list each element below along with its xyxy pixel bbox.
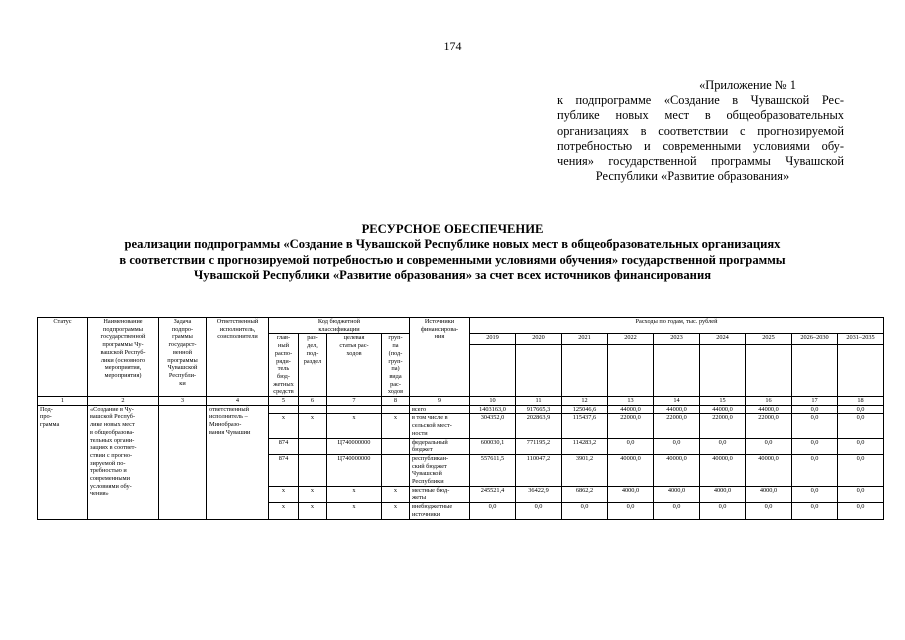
value-cell: 0,0 [562,503,608,519]
value-cell: 917665,3 [516,405,562,414]
column-number: 13 [608,397,654,406]
header-year-filler [562,345,608,397]
heading-line: в соответствии с прогнозируемой потребностью и современными условиями обучения» государственной программы [119,252,786,267]
header-name: Наименование подпрограммы государственной программы Чу- вашской Респуб- лики (основного мероприятия, мероприятия) [88,318,159,397]
value-cell: 22000,0 [654,414,700,438]
subprogram-name-cell: «Создание в Чу- вашской Респуб- лике новых мест в общеобразова- тельных органи- зациях в соответ- ствии с прогно- зируемой по- требностью и современными условиями обу- чения» [88,405,159,519]
executor-cell: ответственный исполнитель – Минобразо- вания Чувашии [207,405,269,519]
source-cell: республикан- ский бюджет Чувашской Республики [410,454,470,486]
appendix-line: публике новых мест в общеобразовательных [557,108,844,123]
column-number: 15 [700,397,746,406]
code-razdel [299,405,327,414]
header-year: 2031–2035 [838,334,884,345]
code-razdel [299,454,327,486]
resource-table [37,317,884,520]
value-cell: 6862,2 [562,486,608,502]
value-cell: 115437,6 [562,414,608,438]
source-cell: в том числе в сельской мест- ности [410,414,470,438]
code-group [382,438,410,454]
appendix-line: потребностью и современными условиями обу- [557,138,844,153]
header-sources: Источники финансирова- ния [410,318,470,397]
code-target: x [327,486,382,502]
task-cell [159,405,207,519]
column-number: 3 [159,397,207,406]
column-number: 6 [299,397,327,406]
value-cell: 0,0 [700,503,746,519]
header-year: 2022 [608,334,654,345]
code-target: x [327,503,382,519]
code-target: x [327,414,382,438]
header-year: 2021 [562,334,608,345]
value-cell: 4000,0 [608,486,654,502]
code-razdel: x [299,486,327,502]
appendix-line: организациях в соответствии с прогнозируемой [557,123,844,138]
column-number: 14 [654,397,700,406]
code-glavny: 874 [269,438,299,454]
page-number: 174 [443,39,462,53]
column-number: 9 [410,397,470,406]
column-number: 11 [516,397,562,406]
value-cell: 40000,0 [700,454,746,486]
header-year: 2026–2030 [792,334,838,345]
code-group: x [382,414,410,438]
code-group [382,405,410,414]
code-group [382,454,410,486]
value-cell: 0,0 [792,438,838,454]
column-number: 12 [562,397,608,406]
header-year-filler [608,345,654,397]
value-cell: 22000,0 [700,414,746,438]
value-cell: 0,0 [838,503,884,519]
value-cell: 0,0 [838,405,884,414]
header-year-filler [654,345,700,397]
value-cell: 40000,0 [746,454,792,486]
column-number: 8 [382,397,410,406]
header-year: 2025 [746,334,792,345]
document-heading [0,222,905,284]
value-cell: 40000,0 [608,454,654,486]
value-cell: 4000,0 [746,486,792,502]
header-year-filler [470,345,516,397]
value-cell: 110047,2 [516,454,562,486]
header-year-filler [792,345,838,397]
status-cell: Под- про- грамма [38,405,88,519]
value-cell: 304352,0 [470,414,516,438]
header-executor: Ответственный исполнитель, соисполнители [207,318,269,397]
value-cell: 0,0 [792,405,838,414]
code-glavny: x [269,486,299,502]
header-year-filler [516,345,562,397]
value-cell: 0,0 [746,438,792,454]
header-expenses: Расходы по годам, тыс. рублей [470,318,884,334]
header-expense-group: груп- па (под- груп- па) вида рас- ходов [382,334,410,397]
column-number: 16 [746,397,792,406]
value-cell: 4000,0 [654,486,700,502]
column-number: 1 [38,397,88,406]
header-target-article: целевая статья рас- ходов [327,334,382,397]
header-status: Статус [38,318,88,397]
code-razdel [299,438,327,454]
column-number: 18 [838,397,884,406]
header-budget-code: Код бюджетной классификации [269,318,410,334]
value-cell: 0,0 [838,414,884,438]
value-cell: 36422,9 [516,486,562,502]
header-razdel: раз- дел, под- раздел [299,334,327,397]
header-year: 2020 [516,334,562,345]
code-group: x [382,486,410,502]
value-cell: 22000,0 [746,414,792,438]
value-cell: 0,0 [792,414,838,438]
appendix-last-line: Республики «Развитие образования» [595,169,790,184]
value-cell: 0,0 [608,503,654,519]
value-cell: 0,0 [470,503,516,519]
value-cell: 0,0 [746,503,792,519]
column-number-row [38,397,884,406]
value-cell: 0,0 [654,503,700,519]
value-cell: 771195,2 [516,438,562,454]
value-cell: 0,0 [516,503,562,519]
value-cell: 600030,1 [470,438,516,454]
value-cell: 0,0 [792,486,838,502]
appendix-block [557,78,844,184]
value-cell: 22000,0 [608,414,654,438]
column-number: 4 [207,397,269,406]
value-cell: 44000,0 [746,405,792,414]
heading-title: РЕСУРСНОЕ ОБЕСПЕЧЕНИЕ [361,222,544,236]
column-number: 5 [269,397,299,406]
code-target [327,405,382,414]
header-row [38,318,884,334]
code-glavny [269,405,299,414]
table-row [38,405,884,414]
value-cell: 0,0 [792,454,838,486]
header-year-filler [700,345,746,397]
header-year: 2024 [700,334,746,345]
appendix-text [557,93,844,169]
value-cell: 44000,0 [700,405,746,414]
column-number: 7 [327,397,382,406]
value-cell: 4000,0 [700,486,746,502]
code-glavny: x [269,503,299,519]
header-task: Задача подпро- граммы государст- венной программы Чувашской Республи- ки [159,318,207,397]
value-cell: 1403163,0 [470,405,516,414]
code-target: Ц740000000 [327,454,382,486]
header-year-filler [746,345,792,397]
value-cell: 44000,0 [608,405,654,414]
source-cell: всего [410,405,470,414]
value-cell: 0,0 [838,486,884,502]
source-cell: федеральный бюджет [410,438,470,454]
code-group: x [382,503,410,519]
source-cell: внебюджетные источники [410,503,470,519]
heading-line: реализации подпрограммы «Создание в Чувашской Республике новых мест в общеобразовательных организациях [124,237,781,252]
code-glavny: 874 [269,454,299,486]
column-number: 10 [470,397,516,406]
header-year: 2023 [654,334,700,345]
value-cell: 0,0 [838,438,884,454]
source-cell: местные бюд- жеты [410,486,470,502]
header-year-filler [838,345,884,397]
value-cell: 0,0 [700,438,746,454]
code-razdel: x [299,414,327,438]
value-cell: 245521,4 [470,486,516,502]
value-cell: 202863,9 [516,414,562,438]
value-cell: 44000,0 [654,405,700,414]
value-cell: 557611,5 [470,454,516,486]
header-glavny: глав- ный распо- ряди- тель бюд- жетных средств [269,334,299,397]
value-cell: 40000,0 [654,454,700,486]
code-glavny: x [269,414,299,438]
value-cell: 0,0 [838,454,884,486]
value-cell: 125046,6 [562,405,608,414]
appendix-title: «Приложение № 1 [699,78,796,92]
value-cell: 0,0 [608,438,654,454]
column-number: 2 [88,397,159,406]
value-cell: 0,0 [792,503,838,519]
value-cell: 3901,2 [562,454,608,486]
heading-line: Чувашской Республики «Развитие образования» за счет всех источников финансирования [193,268,712,283]
code-razdel: x [299,503,327,519]
value-cell: 114283,2 [562,438,608,454]
value-cell: 0,0 [654,438,700,454]
appendix-line: чения» государственной программы Чувашской [557,154,844,169]
code-target: Ц740000000 [327,438,382,454]
header-year: 2019 [470,334,516,345]
column-number: 17 [792,397,838,406]
appendix-line: к подпрограмме «Создание в Чувашской Рес- [557,93,844,108]
